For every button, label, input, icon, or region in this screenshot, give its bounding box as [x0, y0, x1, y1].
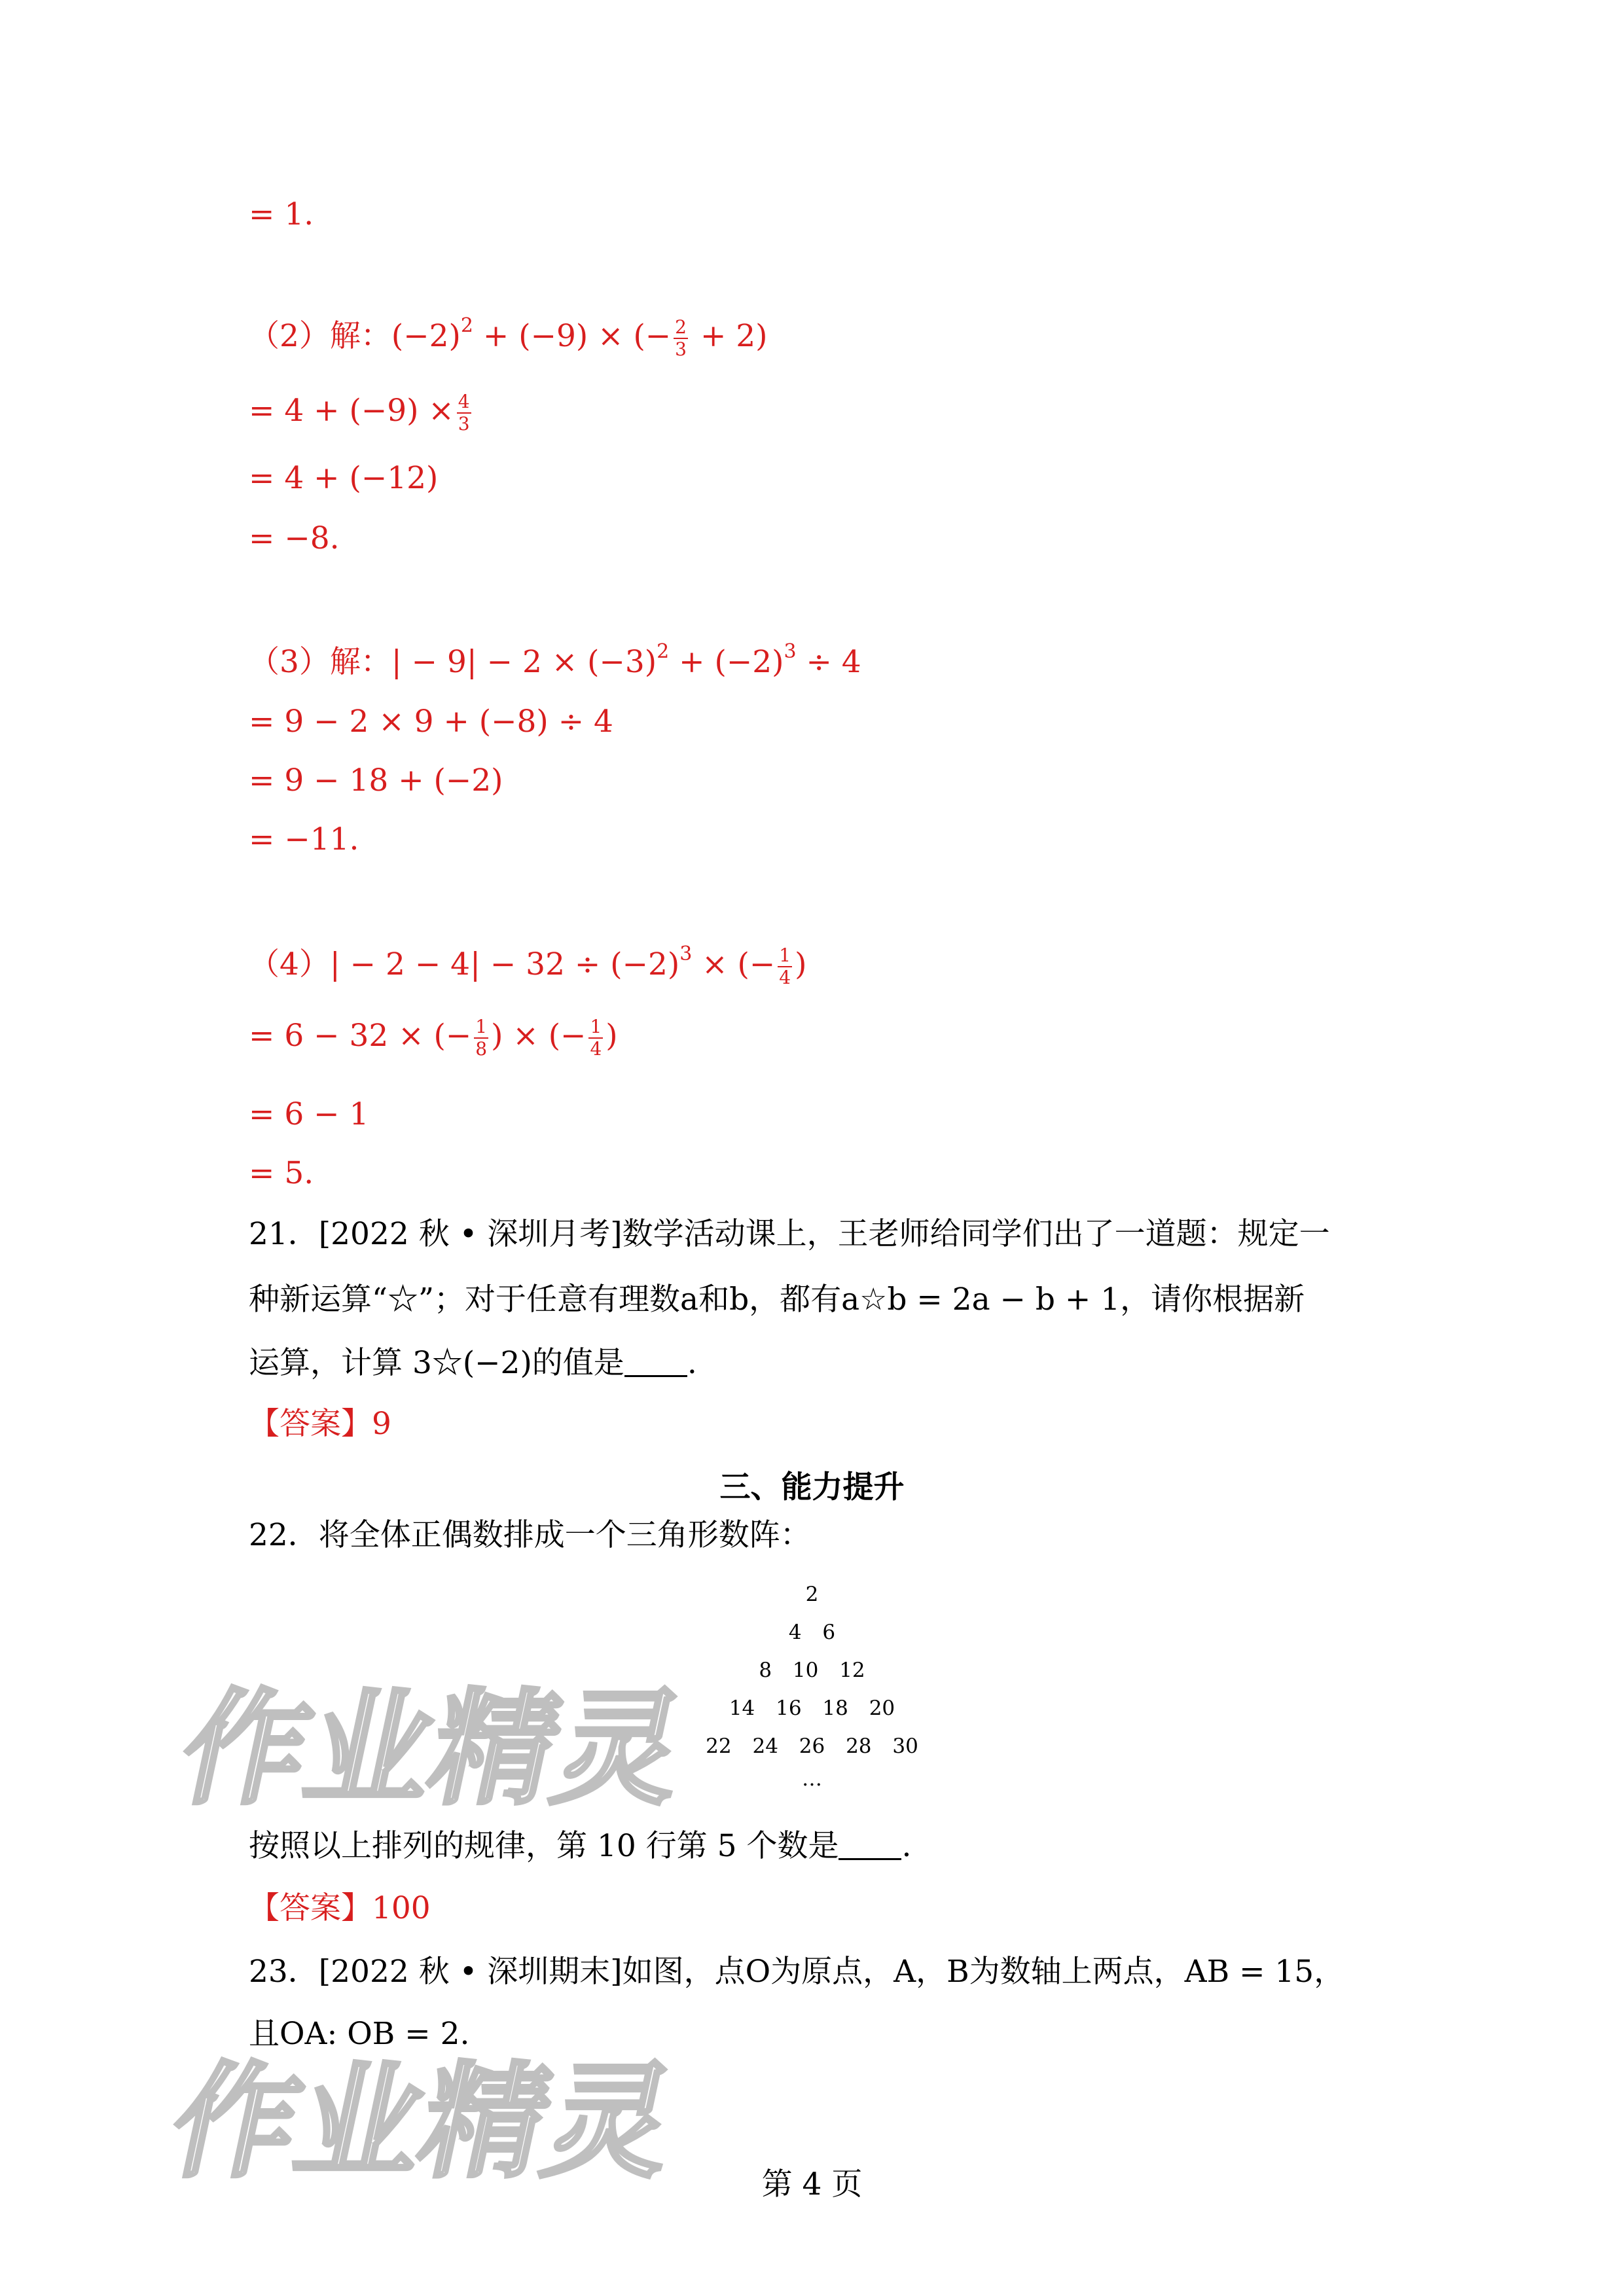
- watermark-logo-2: 作业精灵: [159, 2050, 688, 2195]
- part3-step2: = 9 − 18 + (−2): [249, 762, 503, 798]
- q22-answer: 【答案】100: [249, 1890, 431, 1926]
- part2-label: （2）: [249, 318, 330, 354]
- section-title: 三、能力提升: [719, 1469, 905, 1505]
- triangle-row-5: 22 24 26 28 30: [706, 1734, 918, 1758]
- q22-line1: 22．将全体正偶数排成一个三角形数阵：: [249, 1517, 811, 1553]
- fraction: $\frac{4}{3}$: [458, 391, 470, 435]
- part2-step3: = −8.: [249, 520, 340, 556]
- page-number: 第 4 页: [761, 2166, 863, 2202]
- part2-step1: = 4 + (−9) × $\frac{4}{3}$: [249, 391, 470, 435]
- part3-step1: = 9 − 2 × 9 + (−8) ÷ 4: [249, 704, 613, 740]
- q21-line2: 种新运算“☆”；对于任意有理数a和b，都有a☆b = 2a − b + 1，请你根据新: [249, 1282, 1305, 1318]
- triangle-row-1: 2: [805, 1583, 819, 1606]
- fraction: $\frac{1}{4}$: [590, 1016, 602, 1060]
- answer-blank: [624, 1352, 687, 1377]
- prev-answer-result: = 1.: [249, 196, 314, 232]
- part3-expression: （3）解：| − $9| - 2 \times (-3)^2 + (-2)^3 \div 4$: [249, 640, 861, 680]
- part4-step2: = 6 − 1: [249, 1096, 369, 1132]
- q22-line2: 按照以上排列的规律，第 10 行第 5 个数是 .: [249, 1828, 912, 1864]
- triangle-row-3: 8 10 12: [759, 1659, 865, 1682]
- part4-step3: = 5.: [249, 1155, 314, 1191]
- part4-expression: $(4)| - 2 - 4| - 32 \div (-2)^3$ × (− $\frac{1}{4}$ ): [249, 942, 807, 988]
- fraction: $\frac{1}{8}$: [475, 1016, 488, 1060]
- q23-line2: 且OA: OB = 2.: [249, 2016, 470, 2052]
- watermark-logo-1: 作业精灵: [169, 1677, 698, 1821]
- q23-line1: 23．[2022 秋 • 深圳期末]如图，点O为原点，A，B为数轴上两点，AB = 15，: [249, 1954, 1345, 1990]
- triangle-row-ellipsis: …: [802, 1767, 822, 1791]
- part2-step2: = 4 + (−12): [249, 460, 439, 496]
- part2-solve: 解：: [329, 318, 391, 354]
- fraction: $\frac{1}{4}$: [779, 944, 791, 988]
- triangle-row-4: 14 16 18 20: [729, 1696, 895, 1720]
- q21-line3: 运算，计算 3☆(−2)的值是 .: [249, 1345, 697, 1381]
- q21-line1: 21．[2022 秋 • 深圳月考]数学活动课上，王老师给同学们出了一道题：规定一: [249, 1216, 1330, 1252]
- q21-answer: 【答案】9: [249, 1406, 391, 1442]
- answer-blank: [839, 1835, 901, 1860]
- part2-expression: （2）解：$(-2)^2 + (-9)$ × (− $\frac{2}{3}$ + 2): [249, 314, 768, 360]
- part3-step3: = −11.: [249, 821, 359, 857]
- part4-step1: = 6 − 32 × (− $\frac{1}{8}$ ) × (− $\frac{1}{4}$ ): [249, 1016, 618, 1060]
- fraction: $\frac{2}{3}$: [675, 316, 687, 360]
- triangle-row-2: 4 6: [788, 1621, 836, 1644]
